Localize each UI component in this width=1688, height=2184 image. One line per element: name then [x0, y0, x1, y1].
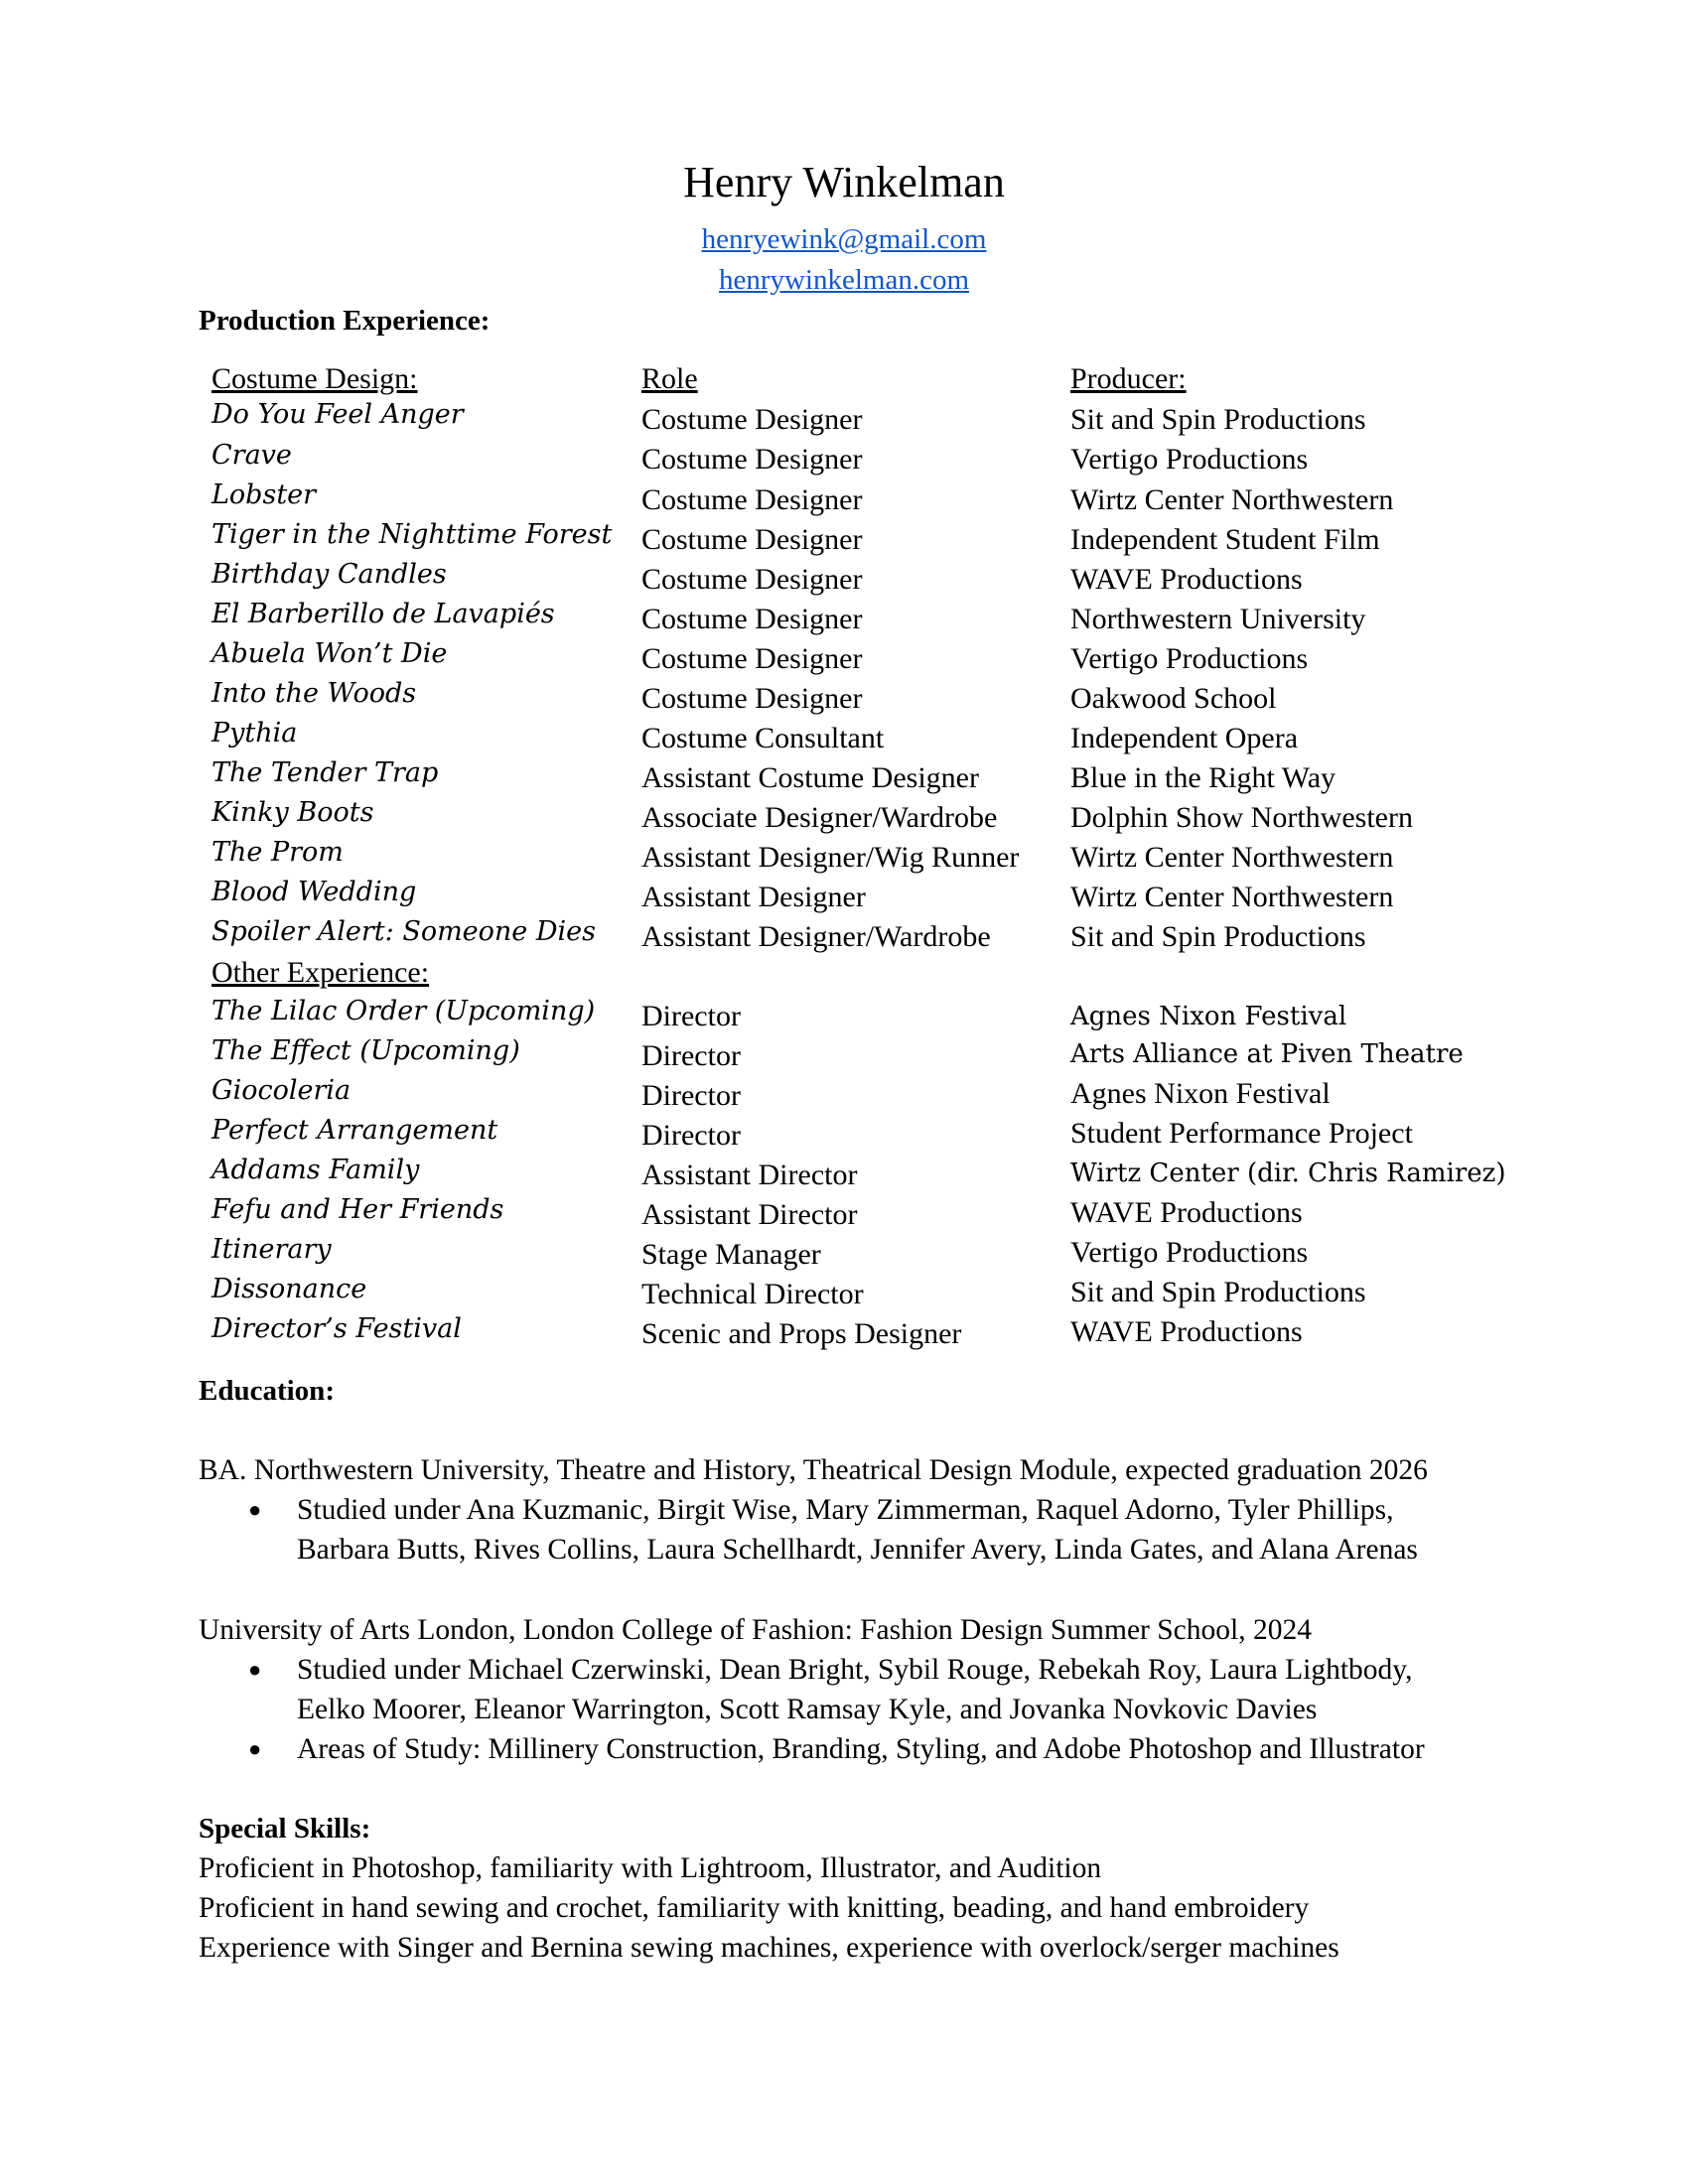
- costume-title: Tiger in the Nighttime Forest: [211, 519, 613, 550]
- costume-title: Spoiler Alert: Someone Dies: [211, 916, 596, 947]
- costume-title: Into the Woods: [211, 678, 417, 709]
- other-producer: Student Performance Project: [1070, 1117, 1413, 1150]
- costume-role: Associate Designer/Wardrobe: [641, 801, 998, 834]
- other-producer: Agnes Nixon Festival: [1070, 1077, 1331, 1110]
- other-role: Assistant Director: [641, 1159, 858, 1191]
- other-title: Director’s Festival: [211, 1313, 462, 1344]
- bullet-icon: ●: [248, 1497, 262, 1522]
- other-experience-header: Other Experience:: [211, 956, 430, 989]
- nu-studied-line-2: Barbara Butts, Rives Collins, Laura Schellhardt, Jennifer Avery, Linda Gates, and Alana Arenas: [297, 1534, 1418, 1566]
- costume-producer: Oakwood School: [1070, 682, 1277, 715]
- costume-producer: Wirtz Center Northwestern: [1070, 483, 1394, 516]
- email-link-row: [0, 225, 1688, 254]
- bullet-icon: ●: [248, 1736, 262, 1761]
- costume-producer: Wirtz Center Northwestern: [1070, 841, 1394, 874]
- producer-header: Producer:: [1070, 362, 1187, 395]
- other-role: Scenic and Props Designer: [641, 1317, 962, 1350]
- other-role: Stage Manager: [641, 1238, 821, 1271]
- other-title: Fefu and Her Friends: [211, 1194, 504, 1225]
- costume-title: The Tender Trap: [211, 757, 439, 788]
- ual-areas-line: Areas of Study: Millinery Construction, Branding, Styling, and Adobe Photoshop and Illustrator: [297, 1733, 1425, 1765]
- other-title: The Effect (Upcoming): [211, 1035, 520, 1066]
- costume-role: Assistant Designer/Wardrobe: [641, 920, 991, 953]
- ual-studied-line-1: Studied under Michael Czerwinski, Dean Bright, Sybil Rouge, Rebekah Roy, Laura Lightbody,: [297, 1654, 1413, 1686]
- costume-title: Crave: [211, 440, 292, 471]
- other-producer: WAVE Productions: [1070, 1315, 1303, 1348]
- other-role: Director: [641, 1039, 741, 1072]
- costume-title: Lobster: [211, 479, 317, 510]
- other-title: Perfect Arrangement: [211, 1115, 498, 1146]
- resume-name: Henry Winkelman: [683, 158, 1005, 206]
- other-producer: Vertigo Productions: [1070, 1236, 1309, 1269]
- other-title: The Lilac Order (Upcoming): [211, 996, 596, 1026]
- costume-role: Costume Consultant: [641, 722, 885, 754]
- costume-title: Abuela Won’t Die: [211, 638, 448, 669]
- costume-producer: Independent Opera: [1070, 722, 1299, 754]
- costume-title: Pythia: [211, 718, 298, 749]
- costume-title: Blood Wedding: [211, 877, 417, 907]
- skill-line: Proficient in Photoshop, familiarity with Lightroom, Illustrator, and Audition: [199, 1852, 1102, 1884]
- costume-producer: Dolphin Show Northwestern: [1070, 801, 1413, 834]
- other-role: Director: [641, 1000, 741, 1032]
- costume-role: Costume Designer: [641, 443, 863, 476]
- costume-title: Birthday Candles: [211, 559, 447, 590]
- costume-producer: WAVE Productions: [1070, 563, 1303, 596]
- costume-producer: Vertigo Productions: [1070, 642, 1309, 675]
- other-producer: Sit and Spin Productions: [1070, 1276, 1366, 1308]
- education-heading: Education:: [199, 1375, 335, 1407]
- costume-producer: Vertigo Productions: [1070, 443, 1309, 476]
- costume-role: Costume Designer: [641, 563, 863, 596]
- costume-title: The Prom: [211, 837, 344, 868]
- other-role: Technical Director: [641, 1278, 864, 1310]
- costume-role: Costume Designer: [641, 603, 863, 635]
- other-role: Director: [641, 1079, 741, 1112]
- bullet-icon: ●: [248, 1657, 262, 1682]
- costume-title: Do You Feel Anger: [211, 399, 464, 430]
- costume-design-header: Costume Design:: [211, 362, 418, 395]
- skill-line: Proficient in hand sewing and crochet, familiarity with knitting, beading, and hand embroidery: [199, 1892, 1310, 1924]
- costume-title: Kinky Boots: [211, 797, 374, 828]
- costume-role: Assistant Costume Designer: [641, 761, 979, 794]
- costume-producer: Sit and Spin Productions: [1070, 403, 1366, 436]
- other-producer: Arts Alliance at Piven Theatre: [1070, 1039, 1464, 1069]
- other-producer: Agnes Nixon Festival: [1070, 1002, 1347, 1031]
- other-title: Addams Family: [211, 1155, 420, 1185]
- costume-producer: Northwestern University: [1070, 603, 1366, 635]
- costume-producer: Independent Student Film: [1070, 523, 1380, 556]
- role-header: Role: [641, 362, 698, 395]
- website-link-row: [0, 266, 1688, 295]
- costume-producer: Blue in the Right Way: [1070, 761, 1336, 794]
- production-experience-heading: Production Experience:: [199, 305, 491, 337]
- nu-degree-line: BA. Northwestern University, Theatre and History, Theatrical Design Module, expected graduation 2026: [199, 1454, 1428, 1486]
- costume-title: El Barberillo de Lavapiés: [211, 599, 555, 629]
- other-role: Director: [641, 1119, 741, 1152]
- other-producer: WAVE Productions: [1070, 1196, 1303, 1229]
- ual-studied-line-2: Eelko Moorer, Eleanor Warrington, Scott Ramsay Kyle, and Jovanka Novkovic Davies: [297, 1694, 1318, 1725]
- ual-line: University of Arts London, London College of Fashion: Fashion Design Summer School, 2024: [199, 1614, 1312, 1646]
- website-link[interactable]: henrywinkelman.com: [718, 264, 970, 296]
- costume-role: Assistant Designer/Wig Runner: [641, 841, 1020, 874]
- nu-studied-line-1: Studied under Ana Kuzmanic, Birgit Wise, Mary Zimmerman, Raquel Adorno, Tyler Phillips,: [297, 1494, 1394, 1526]
- other-title: Dissonance: [211, 1274, 367, 1304]
- costume-role: Costume Designer: [641, 523, 863, 556]
- other-title: Giocoleria: [211, 1075, 352, 1106]
- costume-role: Costume Designer: [641, 682, 863, 715]
- other-producer: Wirtz Center (dir. Chris Ramirez): [1070, 1159, 1506, 1188]
- costume-role: Costume Designer: [641, 483, 863, 516]
- email-link[interactable]: henryewink@gmail.com: [701, 223, 987, 255]
- costume-role: Assistant Designer: [641, 881, 866, 913]
- skill-line: Experience with Singer and Bernina sewing machines, experience with overlock/serger machines: [199, 1932, 1339, 1964]
- costume-producer: Sit and Spin Productions: [1070, 920, 1366, 953]
- other-role: Assistant Director: [641, 1198, 858, 1231]
- special-skills-heading: Special Skills:: [199, 1813, 371, 1844]
- costume-producer: Wirtz Center Northwestern: [1070, 881, 1394, 913]
- other-title: Itinerary: [211, 1234, 332, 1265]
- costume-role: Costume Designer: [641, 403, 863, 436]
- costume-role: Costume Designer: [641, 642, 863, 675]
